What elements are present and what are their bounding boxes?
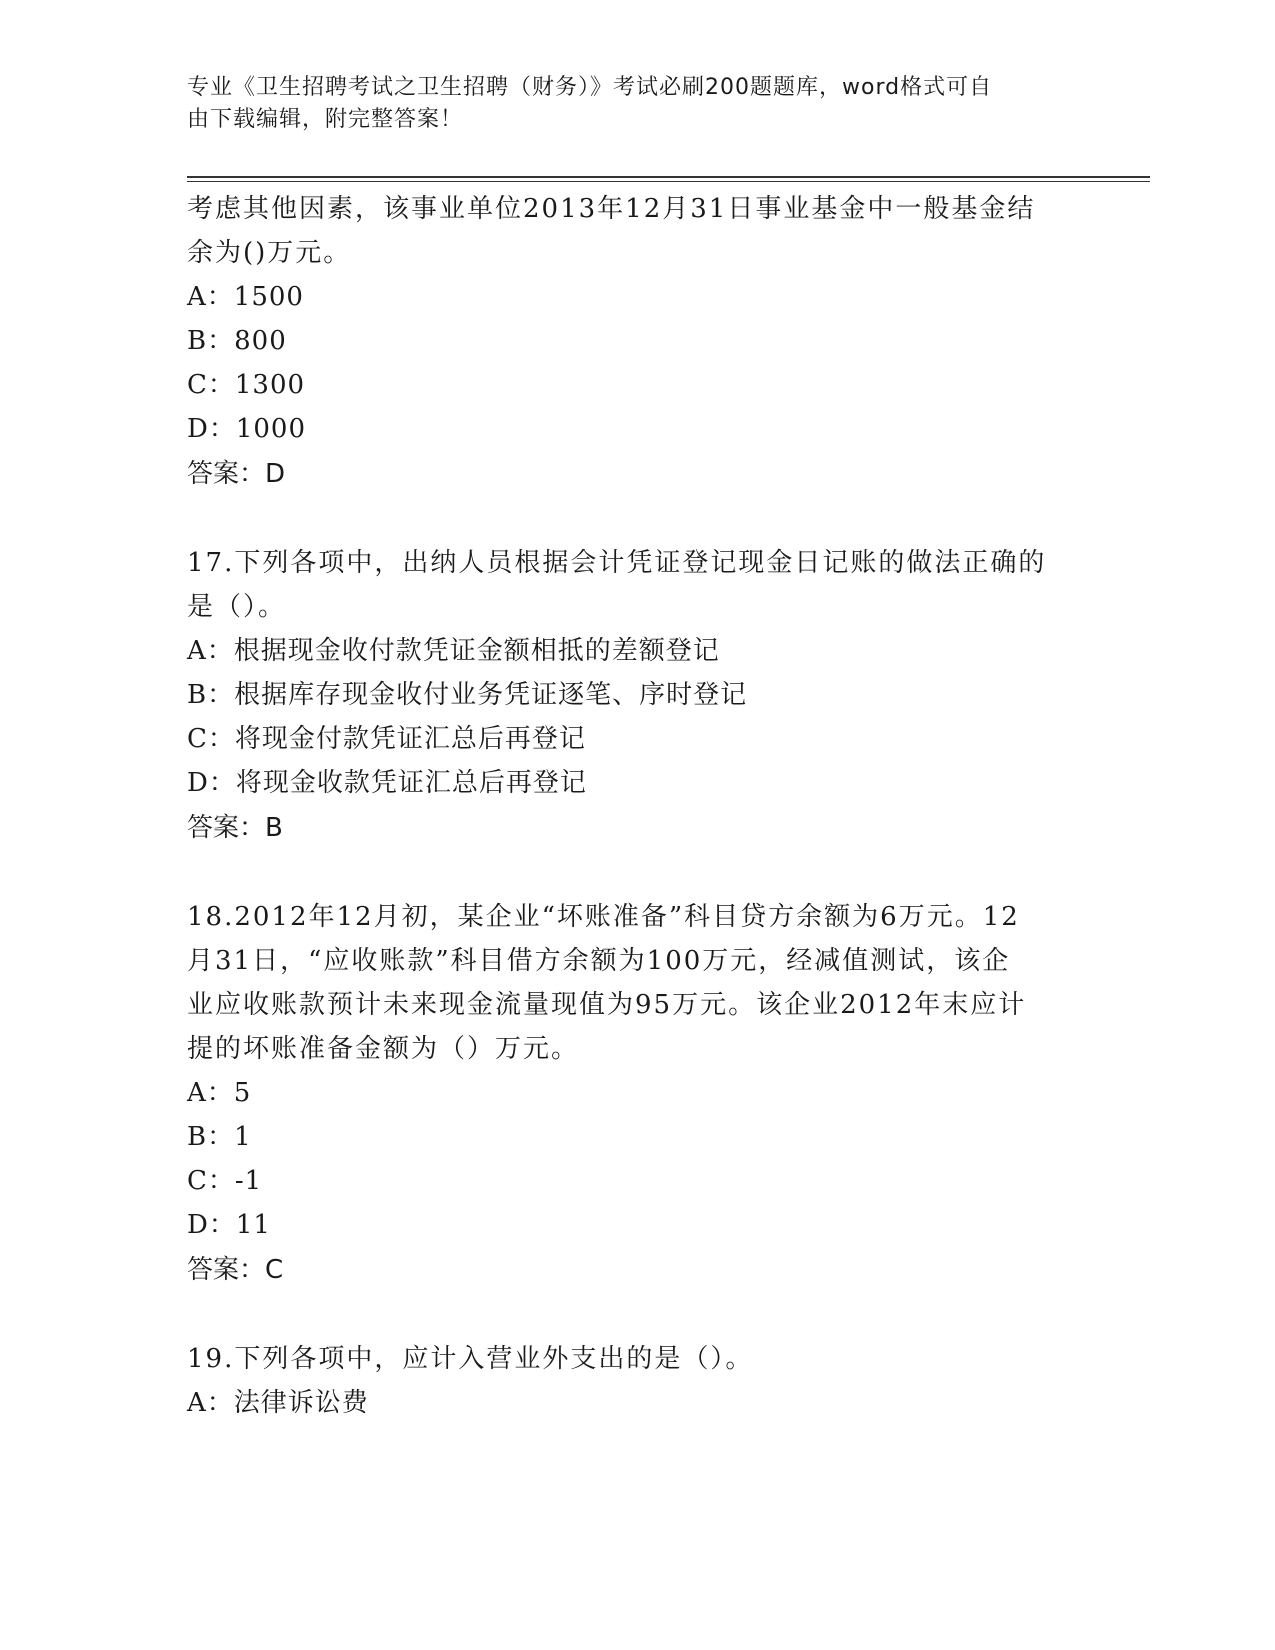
document-header (187, 72, 1067, 136)
option-c: C：-1 (187, 1166, 263, 1196)
question-text-line: 月31日，“应收账款”科目借方余额为100万元，经减值测试，该企 (187, 946, 1011, 976)
question-text-line: 考虑其他因素，该事业单位2013年12月31日事业基金中一般基金结 (187, 194, 1036, 224)
question-text-line: 18.2012年12月初，某企业“坏账准备”科目贷方余额为6万元。12 (187, 902, 1020, 932)
question-text-line: 余为()万元。 (187, 238, 352, 268)
question-text-line: 是（）。 (187, 592, 287, 622)
option-d: D：11 (187, 1210, 271, 1240)
answer-line: 答案：C (187, 1255, 284, 1285)
option-a: A：5 (187, 1078, 252, 1108)
answer-line: 答案：D (187, 459, 286, 489)
question-block (187, 187, 1087, 497)
option-a: A：1500 (187, 282, 304, 312)
answer-line: 答案：B (187, 813, 283, 843)
header-line-1: 专业《卫生招聘考试之卫生招聘（财务）》考试必刷200题题库，word格式可自 (187, 75, 993, 100)
header-divider-bottom (187, 181, 1150, 182)
question-block (187, 1337, 1087, 1425)
option-b: B：800 (187, 326, 287, 356)
header-divider-top (187, 176, 1150, 178)
option-d: D：1000 (187, 414, 307, 444)
question-text-line: 业应收账款预计未来现金流量现值为95万元。该企业2012年末应计 (187, 990, 1027, 1020)
question-text-line: 17.下列各项中，出纳人员根据会计凭证登记现金日记账的做法正确的 (187, 548, 1047, 578)
option-c: C：1300 (187, 370, 306, 400)
option-b: B：1 (187, 1122, 252, 1152)
header-line-2: 由下载编辑，附完整答案！ (187, 107, 464, 132)
question-block (187, 895, 1087, 1293)
option-c: C：将现金付款凭证汇总后再登记 (187, 724, 586, 754)
option-a: A：根据现金收付款凭证金额相抵的差额登记 (187, 636, 720, 666)
option-b: B：根据库存现金收付业务凭证逐笔、序时登记 (187, 680, 748, 710)
option-a: A：法律诉讼费 (187, 1388, 369, 1418)
option-d: D：将现金收款凭证汇总后再登记 (187, 768, 587, 798)
question-list (187, 187, 1087, 1425)
question-text-line: 提的坏账准备金额为（）万元。 (187, 1034, 580, 1064)
question-text-line: 19.下列各项中，应计入营业外支出的是（）。 (187, 1344, 754, 1374)
question-block (187, 541, 1087, 851)
